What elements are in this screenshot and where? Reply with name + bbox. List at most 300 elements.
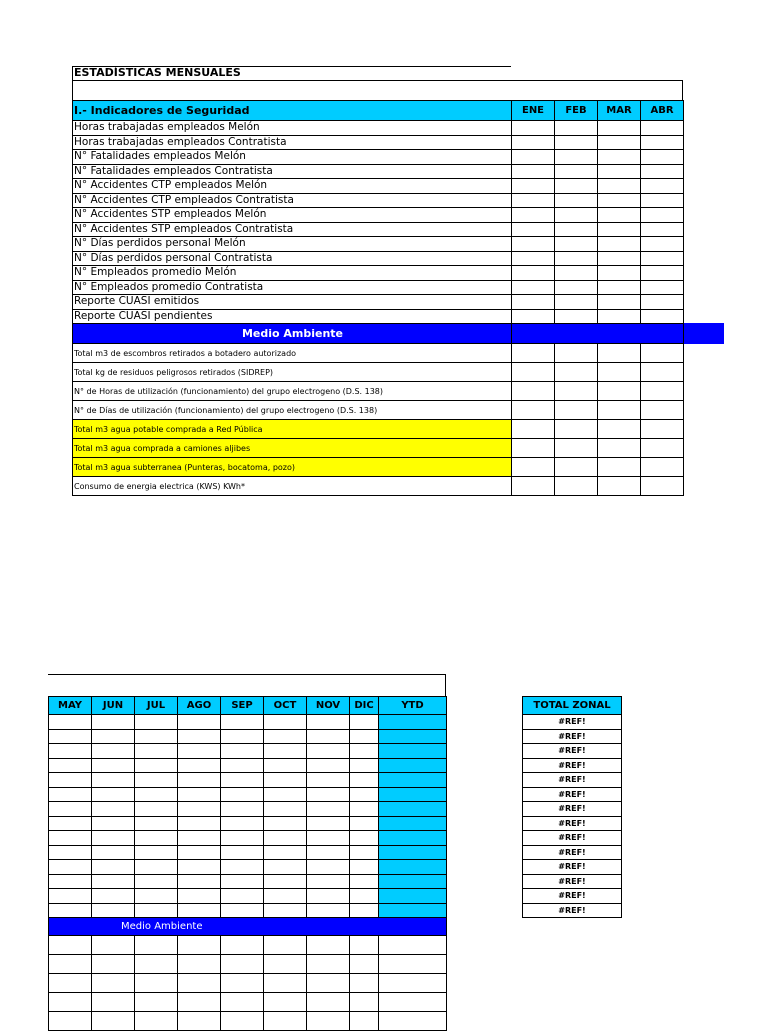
data-cell[interactable] — [641, 222, 684, 237]
security-row-label[interactable]: N° Fatalidades empleados Melón — [73, 150, 512, 165]
data-cell[interactable] — [512, 382, 555, 401]
total-zonal-header[interactable]: TOTAL ZONAL — [523, 697, 622, 715]
data-cell[interactable] — [178, 744, 221, 759]
data-cell[interactable] — [178, 1012, 221, 1031]
ytd-cell[interactable] — [379, 903, 447, 918]
data-cell[interactable] — [178, 974, 221, 993]
data-cell[interactable] — [641, 363, 684, 382]
data-cell[interactable] — [178, 715, 221, 730]
data-cell[interactable] — [641, 309, 684, 324]
data-cell[interactable] — [92, 974, 135, 993]
data-cell[interactable] — [307, 831, 350, 846]
data-cell[interactable] — [307, 903, 350, 918]
data-cell[interactable] — [49, 955, 92, 974]
data-cell[interactable] — [307, 1012, 350, 1031]
data-cell[interactable] — [555, 251, 598, 266]
data-cell[interactable] — [264, 758, 307, 773]
environment-row-label[interactable]: Total kg de residuos peligrosos retirados (SIDREP) — [73, 363, 512, 382]
data-cell[interactable] — [221, 773, 264, 788]
data-cell[interactable] — [598, 150, 641, 165]
data-cell[interactable] — [92, 773, 135, 788]
data-cell[interactable] — [221, 974, 264, 993]
data-cell[interactable] — [135, 1012, 178, 1031]
security-row-label[interactable]: N° Días perdidos personal Melón — [73, 237, 512, 252]
data-cell[interactable] — [92, 955, 135, 974]
ytd-cell[interactable] — [379, 955, 447, 974]
ytd-cell[interactable] — [379, 993, 447, 1012]
data-cell[interactable] — [512, 439, 555, 458]
data-cell[interactable] — [641, 477, 684, 496]
environment-section-title[interactable]: Medio Ambiente — [73, 324, 512, 344]
data-cell[interactable] — [641, 420, 684, 439]
data-cell[interactable] — [221, 831, 264, 846]
data-cell[interactable] — [598, 193, 641, 208]
environment-row-label[interactable]: N° de Días de utilización (funcionamiento) del grupo electrogeno (D.S. 138) — [73, 401, 512, 420]
data-cell[interactable] — [178, 845, 221, 860]
data-cell[interactable] — [307, 936, 350, 955]
data-cell[interactable] — [512, 193, 555, 208]
data-cell[interactable] — [307, 974, 350, 993]
data-cell[interactable] — [135, 744, 178, 759]
data-cell[interactable] — [264, 816, 307, 831]
data-cell[interactable] — [307, 993, 350, 1012]
security-row-label[interactable]: Reporte CUASI pendientes — [73, 309, 512, 324]
data-cell[interactable] — [135, 955, 178, 974]
data-cell[interactable] — [135, 936, 178, 955]
data-cell[interactable] — [92, 802, 135, 817]
data-cell[interactable] — [350, 831, 379, 846]
total-zonal-value[interactable]: #REF! — [523, 831, 622, 846]
data-cell[interactable] — [49, 974, 92, 993]
total-zonal-value[interactable]: #REF! — [523, 903, 622, 918]
total-zonal-value[interactable]: #REF! — [523, 889, 622, 904]
data-cell[interactable] — [49, 845, 92, 860]
data-cell[interactable] — [307, 955, 350, 974]
data-cell[interactable] — [598, 164, 641, 179]
data-cell[interactable] — [135, 773, 178, 788]
data-cell[interactable] — [555, 363, 598, 382]
data-cell[interactable] — [350, 860, 379, 875]
data-cell[interactable] — [641, 135, 684, 150]
data-cell[interactable] — [555, 179, 598, 194]
data-cell[interactable] — [350, 1012, 379, 1031]
data-cell[interactable] — [264, 831, 307, 846]
month-header-oct[interactable]: OCT — [264, 697, 307, 715]
data-cell[interactable] — [307, 845, 350, 860]
ytd-cell[interactable] — [379, 845, 447, 860]
data-cell[interactable] — [135, 993, 178, 1012]
data-cell[interactable] — [221, 1012, 264, 1031]
data-cell[interactable] — [598, 458, 641, 477]
data-cell[interactable] — [221, 816, 264, 831]
data-cell[interactable] — [135, 831, 178, 846]
data-cell[interactable] — [641, 401, 684, 420]
total-zonal-value[interactable]: #REF! — [523, 787, 622, 802]
data-cell[interactable] — [598, 363, 641, 382]
data-cell[interactable] — [598, 382, 641, 401]
ytd-cell[interactable] — [379, 802, 447, 817]
data-cell[interactable] — [598, 251, 641, 266]
data-cell[interactable] — [598, 401, 641, 420]
data-cell[interactable] — [135, 787, 178, 802]
data-cell[interactable] — [641, 251, 684, 266]
data-cell[interactable] — [264, 874, 307, 889]
data-cell[interactable] — [221, 715, 264, 730]
month-header-jul[interactable]: JUL — [135, 697, 178, 715]
data-cell[interactable] — [512, 401, 555, 420]
data-cell[interactable] — [221, 955, 264, 974]
data-cell[interactable] — [641, 458, 684, 477]
data-cell[interactable] — [221, 903, 264, 918]
page-title[interactable]: ESTADÍSTICAS MENSUALES — [74, 66, 241, 79]
data-cell[interactable] — [555, 208, 598, 223]
data-cell[interactable] — [49, 874, 92, 889]
data-cell[interactable] — [92, 889, 135, 904]
data-cell[interactable] — [307, 729, 350, 744]
data-cell[interactable] — [350, 787, 379, 802]
data-cell[interactable] — [512, 164, 555, 179]
data-cell[interactable] — [350, 993, 379, 1012]
data-cell[interactable] — [92, 729, 135, 744]
security-row-label[interactable]: N° Accidentes CTP empleados Melón — [73, 179, 512, 194]
data-cell[interactable] — [350, 874, 379, 889]
data-cell[interactable] — [135, 903, 178, 918]
data-cell[interactable] — [221, 802, 264, 817]
data-cell[interactable] — [641, 208, 684, 223]
security-row-label[interactable]: N° Fatalidades empleados Contratista — [73, 164, 512, 179]
data-cell[interactable] — [49, 787, 92, 802]
month-header-mar[interactable]: MAR — [598, 101, 641, 121]
data-cell[interactable] — [598, 222, 641, 237]
data-cell[interactable] — [135, 845, 178, 860]
month-header-jun[interactable]: JUN — [92, 697, 135, 715]
data-cell[interactable] — [512, 150, 555, 165]
environment-row-label[interactable]: N° de Horas de utilización (funcionamiento) del grupo electrogeno (D.S. 138) — [73, 382, 512, 401]
data-cell[interactable] — [264, 773, 307, 788]
data-cell[interactable] — [49, 744, 92, 759]
month-header-ago[interactable]: AGO — [178, 697, 221, 715]
data-cell[interactable] — [350, 773, 379, 788]
data-cell[interactable] — [178, 758, 221, 773]
data-cell[interactable] — [598, 179, 641, 194]
data-cell[interactable] — [555, 382, 598, 401]
data-cell[interactable] — [598, 237, 641, 252]
data-cell[interactable] — [221, 936, 264, 955]
data-cell[interactable] — [135, 974, 178, 993]
ytd-cell[interactable] — [379, 773, 447, 788]
data-cell[interactable] — [598, 266, 641, 281]
data-cell[interactable] — [135, 715, 178, 730]
data-cell[interactable] — [307, 860, 350, 875]
data-cell[interactable] — [135, 816, 178, 831]
data-cell[interactable] — [49, 758, 92, 773]
data-cell[interactable] — [264, 715, 307, 730]
total-zonal-value[interactable]: #REF! — [523, 845, 622, 860]
security-row-label[interactable]: N° Accidentes STP empleados Contratista — [73, 222, 512, 237]
data-cell[interactable] — [221, 874, 264, 889]
data-cell[interactable] — [641, 344, 684, 363]
data-cell[interactable] — [178, 860, 221, 875]
data-cell[interactable] — [221, 744, 264, 759]
data-cell[interactable] — [350, 729, 379, 744]
data-cell[interactable] — [178, 993, 221, 1012]
ytd-cell[interactable] — [379, 787, 447, 802]
data-cell[interactable] — [641, 193, 684, 208]
data-cell[interactable] — [641, 295, 684, 310]
data-cell[interactable] — [555, 150, 598, 165]
month-header-sep[interactable]: SEP — [221, 697, 264, 715]
data-cell[interactable] — [512, 363, 555, 382]
data-cell[interactable] — [49, 729, 92, 744]
data-cell[interactable] — [178, 802, 221, 817]
month-header-dic[interactable]: DIC — [350, 697, 379, 715]
ytd-header[interactable]: YTD — [379, 697, 447, 715]
data-cell[interactable] — [555, 121, 598, 136]
security-section-title[interactable]: I.- Indicadores de Seguridad — [73, 101, 512, 121]
security-row-label[interactable]: Reporte CUASI emitidos — [73, 295, 512, 310]
data-cell[interactable] — [641, 237, 684, 252]
data-cell[interactable] — [307, 816, 350, 831]
months-environment-title[interactable]: Medio Ambiente — [49, 918, 447, 936]
data-cell[interactable] — [221, 993, 264, 1012]
data-cell[interactable] — [49, 993, 92, 1012]
data-cell[interactable] — [350, 802, 379, 817]
data-cell[interactable] — [555, 401, 598, 420]
data-cell[interactable] — [178, 787, 221, 802]
data-cell[interactable] — [264, 802, 307, 817]
data-cell[interactable] — [264, 860, 307, 875]
data-cell[interactable] — [350, 758, 379, 773]
data-cell[interactable] — [264, 744, 307, 759]
data-cell[interactable] — [555, 135, 598, 150]
environment-row-label[interactable]: Total m3 agua comprada a camiones aljibes — [73, 439, 512, 458]
data-cell[interactable] — [221, 845, 264, 860]
data-cell[interactable] — [178, 874, 221, 889]
month-header-abr[interactable]: ABR — [641, 101, 684, 121]
data-cell[interactable] — [264, 936, 307, 955]
data-cell[interactable] — [555, 477, 598, 496]
total-zonal-value[interactable]: #REF! — [523, 744, 622, 759]
data-cell[interactable] — [350, 889, 379, 904]
data-cell[interactable] — [512, 135, 555, 150]
data-cell[interactable] — [555, 295, 598, 310]
month-header-feb[interactable]: FEB — [555, 101, 598, 121]
data-cell[interactable] — [512, 477, 555, 496]
security-row-label[interactable]: Horas trabajadas empleados Contratista — [73, 135, 512, 150]
total-zonal-value[interactable]: #REF! — [523, 729, 622, 744]
data-cell[interactable] — [135, 802, 178, 817]
data-cell[interactable] — [307, 758, 350, 773]
data-cell[interactable] — [512, 121, 555, 136]
data-cell[interactable] — [555, 266, 598, 281]
data-cell[interactable] — [92, 715, 135, 730]
data-cell[interactable] — [555, 280, 598, 295]
data-cell[interactable] — [512, 266, 555, 281]
data-cell[interactable] — [92, 874, 135, 889]
data-cell[interactable] — [512, 295, 555, 310]
data-cell[interactable] — [598, 280, 641, 295]
data-cell[interactable] — [307, 874, 350, 889]
data-cell[interactable] — [512, 251, 555, 266]
total-zonal-value[interactable]: #REF! — [523, 874, 622, 889]
ytd-cell[interactable] — [379, 860, 447, 875]
data-cell[interactable] — [264, 787, 307, 802]
data-cell[interactable] — [598, 295, 641, 310]
data-cell[interactable] — [512, 280, 555, 295]
data-cell[interactable] — [598, 420, 641, 439]
data-cell[interactable] — [221, 787, 264, 802]
data-cell[interactable] — [641, 439, 684, 458]
data-cell[interactable] — [641, 280, 684, 295]
data-cell[interactable] — [512, 208, 555, 223]
data-cell[interactable] — [350, 715, 379, 730]
data-cell[interactable] — [307, 744, 350, 759]
data-cell[interactable] — [512, 179, 555, 194]
data-cell[interactable] — [178, 773, 221, 788]
data-cell[interactable] — [512, 458, 555, 477]
data-cell[interactable] — [555, 439, 598, 458]
data-cell[interactable] — [641, 164, 684, 179]
data-cell[interactable] — [49, 773, 92, 788]
environment-row-label[interactable]: Consumo de energia electrica (KWS) KWh* — [73, 477, 512, 496]
data-cell[interactable] — [49, 802, 92, 817]
security-row-label[interactable]: Horas trabajadas empleados Melón — [73, 121, 512, 136]
data-cell[interactable] — [49, 1012, 92, 1031]
data-cell[interactable] — [178, 936, 221, 955]
security-row-label[interactable]: N° Días perdidos personal Contratista — [73, 251, 512, 266]
data-cell[interactable] — [264, 993, 307, 1012]
data-cell[interactable] — [598, 439, 641, 458]
data-cell[interactable] — [350, 936, 379, 955]
data-cell[interactable] — [92, 903, 135, 918]
data-cell[interactable] — [92, 993, 135, 1012]
data-cell[interactable] — [598, 344, 641, 363]
data-cell[interactable] — [555, 344, 598, 363]
environment-row-label[interactable]: Total m3 agua subterranea (Punteras, bocatoma, pozo) — [73, 458, 512, 477]
data-cell[interactable] — [598, 135, 641, 150]
data-cell[interactable] — [178, 816, 221, 831]
data-cell[interactable] — [264, 729, 307, 744]
month-header-nov[interactable]: NOV — [307, 697, 350, 715]
data-cell[interactable] — [512, 344, 555, 363]
data-cell[interactable] — [641, 382, 684, 401]
ytd-cell[interactable] — [379, 729, 447, 744]
data-cell[interactable] — [641, 179, 684, 194]
data-cell[interactable] — [555, 193, 598, 208]
data-cell[interactable] — [307, 802, 350, 817]
data-cell[interactable] — [92, 787, 135, 802]
data-cell[interactable] — [221, 758, 264, 773]
data-cell[interactable] — [92, 860, 135, 875]
security-row-label[interactable]: N° Accidentes STP empleados Melón — [73, 208, 512, 223]
ytd-cell[interactable] — [379, 831, 447, 846]
ytd-cell[interactable] — [379, 974, 447, 993]
security-row-label[interactable]: N° Empleados promedio Contratista — [73, 280, 512, 295]
data-cell[interactable] — [350, 903, 379, 918]
data-cell[interactable] — [264, 1012, 307, 1031]
data-cell[interactable] — [598, 121, 641, 136]
data-cell[interactable] — [49, 903, 92, 918]
data-cell[interactable] — [350, 974, 379, 993]
data-cell[interactable] — [49, 889, 92, 904]
total-zonal-value[interactable]: #REF! — [523, 860, 622, 875]
data-cell[interactable] — [221, 889, 264, 904]
data-cell[interactable] — [92, 1012, 135, 1031]
ytd-cell[interactable] — [379, 758, 447, 773]
data-cell[interactable] — [512, 222, 555, 237]
data-cell[interactable] — [598, 208, 641, 223]
data-cell[interactable] — [92, 845, 135, 860]
total-zonal-value[interactable]: #REF! — [523, 816, 622, 831]
data-cell[interactable] — [135, 729, 178, 744]
data-cell[interactable] — [307, 889, 350, 904]
ytd-cell[interactable] — [379, 715, 447, 730]
month-header-may[interactable]: MAY — [49, 697, 92, 715]
data-cell[interactable] — [92, 936, 135, 955]
ytd-cell[interactable] — [379, 936, 447, 955]
data-cell[interactable] — [598, 309, 641, 324]
ytd-cell[interactable] — [379, 816, 447, 831]
data-cell[interactable] — [555, 458, 598, 477]
data-cell[interactable] — [49, 831, 92, 846]
ytd-cell[interactable] — [379, 874, 447, 889]
total-zonal-value[interactable]: #REF! — [523, 802, 622, 817]
data-cell[interactable] — [264, 955, 307, 974]
data-cell[interactable] — [350, 744, 379, 759]
data-cell[interactable] — [135, 758, 178, 773]
data-cell[interactable] — [350, 845, 379, 860]
data-cell[interactable] — [641, 121, 684, 136]
data-cell[interactable] — [641, 266, 684, 281]
data-cell[interactable] — [350, 955, 379, 974]
data-cell[interactable] — [135, 889, 178, 904]
data-cell[interactable] — [307, 773, 350, 788]
data-cell[interactable] — [92, 744, 135, 759]
data-cell[interactable] — [555, 237, 598, 252]
data-cell[interactable] — [221, 860, 264, 875]
data-cell[interactable] — [264, 903, 307, 918]
security-row-label[interactable]: N° Accidentes CTP empleados Contratista — [73, 193, 512, 208]
data-cell[interactable] — [92, 816, 135, 831]
data-cell[interactable] — [135, 860, 178, 875]
environment-row-label[interactable]: Total m3 de escombros retirados a botadero autorizado — [73, 344, 512, 363]
data-cell[interactable] — [512, 237, 555, 252]
total-zonal-value[interactable]: #REF! — [523, 758, 622, 773]
data-cell[interactable] — [49, 715, 92, 730]
data-cell[interactable] — [598, 477, 641, 496]
data-cell[interactable] — [49, 936, 92, 955]
data-cell[interactable] — [307, 715, 350, 730]
data-cell[interactable] — [350, 816, 379, 831]
data-cell[interactable] — [307, 787, 350, 802]
data-cell[interactable] — [92, 831, 135, 846]
total-zonal-value[interactable]: #REF! — [523, 773, 622, 788]
ytd-cell[interactable] — [379, 744, 447, 759]
data-cell[interactable] — [178, 955, 221, 974]
data-cell[interactable] — [555, 420, 598, 439]
total-zonal-value[interactable]: #REF! — [523, 715, 622, 730]
environment-row-label[interactable]: Total m3 agua potable comprada a Red Pública — [73, 420, 512, 439]
security-row-label[interactable]: N° Empleados promedio Melón — [73, 266, 512, 281]
data-cell[interactable] — [221, 729, 264, 744]
data-cell[interactable] — [49, 816, 92, 831]
data-cell[interactable] — [264, 889, 307, 904]
month-header-ene[interactable]: ENE — [512, 101, 555, 121]
data-cell[interactable] — [641, 150, 684, 165]
data-cell[interactable] — [135, 874, 178, 889]
data-cell[interactable] — [92, 758, 135, 773]
data-cell[interactable] — [555, 309, 598, 324]
